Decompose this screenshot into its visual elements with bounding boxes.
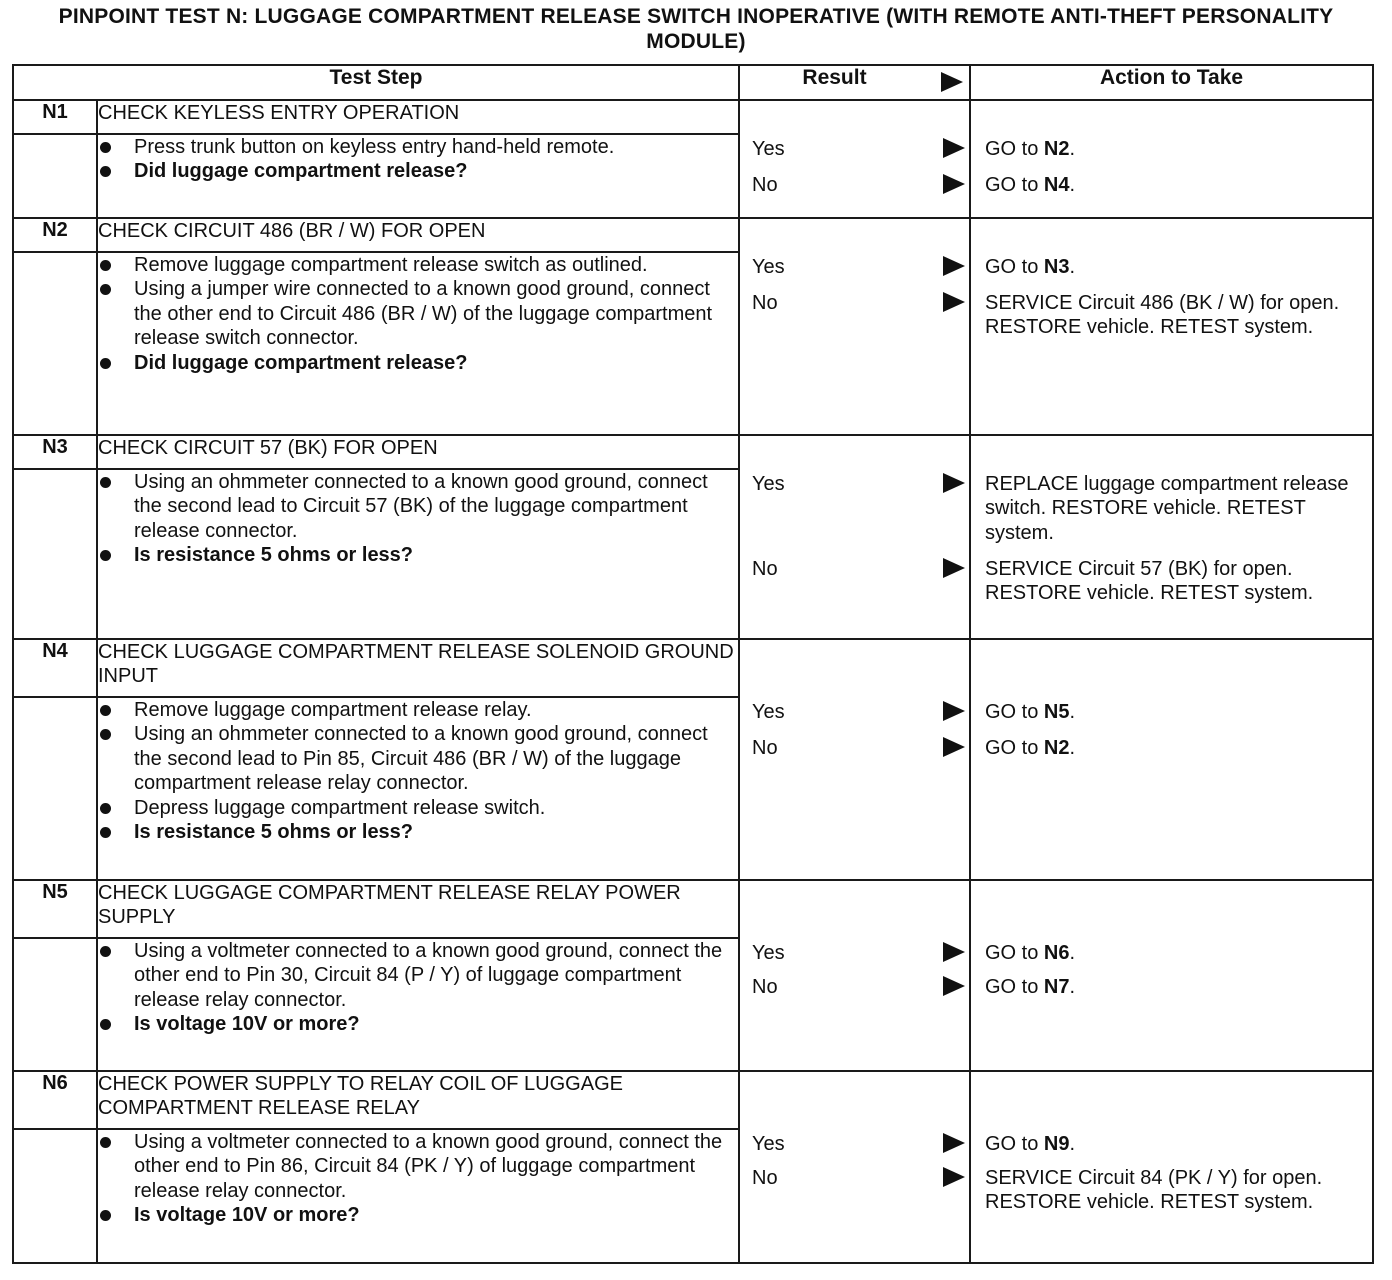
header-test-step: Test Step — [13, 65, 739, 100]
step-instructions — [97, 1129, 739, 1263]
instruction-list — [98, 1130, 738, 1228]
table-header-row — [13, 65, 1373, 100]
action-text — [985, 700, 1362, 724]
result-option — [752, 173, 965, 197]
arrow-right-icon — [943, 174, 965, 194]
step-id-spacer — [13, 1129, 97, 1263]
action-suffix: . — [1069, 701, 1076, 723]
action-prefix: GO to — [985, 256, 1044, 278]
instruction-list — [98, 470, 738, 568]
result-label: No — [752, 174, 778, 196]
action-suffix: . — [1069, 976, 1076, 998]
result-cell — [739, 639, 970, 880]
instruction-item: Using an ohmmeter connected to a known good ground, connect the second lead to Circuit 57 (BK) of the luggage compartment release connector. — [98, 470, 738, 543]
step-title: CHECK POWER SUPPLY TO RELAY COIL OF LUGGAGE COMPARTMENT RELEASE RELAY — [97, 1071, 739, 1129]
action-cell — [970, 218, 1373, 435]
action-target-step: N2 — [1043, 737, 1070, 759]
step-title-row — [13, 1071, 1373, 1129]
step-id: N4 — [13, 639, 97, 697]
result-option — [752, 557, 965, 581]
action-cell — [970, 100, 1373, 218]
result-option — [752, 255, 965, 279]
instruction-item: Depress luggage compartment release switch. — [98, 796, 738, 820]
result-option — [752, 1166, 965, 1190]
action-target-step: N7 — [1043, 976, 1070, 998]
result-label: Yes — [752, 701, 785, 723]
action-prefix: GO to — [985, 976, 1044, 998]
step-title-row — [13, 880, 1373, 938]
step-id-spacer — [13, 252, 97, 435]
action-suffix: . — [1069, 174, 1076, 196]
action-text — [985, 941, 1362, 965]
result-label: No — [752, 1167, 778, 1189]
step-id: N5 — [13, 880, 97, 938]
action-target-step: N6 — [1043, 942, 1070, 964]
step-title-row — [13, 435, 1373, 469]
step-title: CHECK LUGGAGE COMPARTMENT RELEASE SOLENOID GROUND INPUT — [97, 639, 739, 697]
arrow-right-icon — [943, 942, 965, 962]
action-suffix: . — [1069, 256, 1076, 278]
action-prefix: GO to — [985, 737, 1044, 759]
step-instructions — [97, 469, 739, 639]
result-option — [752, 941, 965, 965]
step-instructions — [97, 252, 739, 435]
instruction-list — [98, 253, 738, 375]
instruction-item: Press trunk button on keyless entry hand-held remote. — [98, 135, 738, 159]
action-target-step: N5 — [1043, 701, 1070, 723]
arrow-right-icon — [943, 473, 965, 493]
instruction-item: Using a voltmeter connected to a known good ground, connect the other end to Pin 86, Circuit 84 (PK / Y) of luggage compartment release relay connector. — [98, 1130, 738, 1203]
result-label: No — [752, 292, 778, 314]
step-instructions — [97, 697, 739, 880]
step-instructions — [97, 134, 739, 218]
result-option — [752, 700, 965, 724]
result-cell — [739, 880, 970, 1071]
action-text — [985, 1132, 1362, 1156]
action-text — [985, 255, 1362, 279]
action-text — [985, 1166, 1362, 1215]
step-title-row — [13, 218, 1373, 252]
action-prefix: GO to — [985, 138, 1044, 160]
action-text — [985, 975, 1362, 999]
action-prefix: SERVICE Circuit 84 (PK / Y) for open. RESTORE vehicle. RETEST system. — [985, 1167, 1323, 1214]
step-id-spacer — [13, 697, 97, 880]
step-title-row — [13, 639, 1373, 697]
arrow-right-icon — [943, 1167, 965, 1187]
action-target-step: N2 — [1043, 138, 1070, 160]
result-option — [752, 137, 965, 161]
result-label: No — [752, 558, 778, 580]
action-cell — [970, 1071, 1373, 1263]
action-prefix: GO to — [985, 174, 1044, 196]
action-cell — [970, 639, 1373, 880]
instruction-list — [98, 135, 738, 184]
step-id-spacer — [13, 938, 97, 1071]
instruction-item: Remove luggage compartment release switch as outlined. — [98, 253, 738, 277]
action-cell — [970, 880, 1373, 1071]
result-option — [752, 291, 965, 315]
instruction-item: Using an ohmmeter connected to a known good ground, connect the second lead to Pin 85, Circuit 486 (BR / W) of the luggage compartment release relay connector. — [98, 722, 738, 795]
action-text — [985, 137, 1362, 161]
arrow-right-icon — [943, 558, 965, 578]
result-label: Yes — [752, 473, 785, 495]
step-title: CHECK CIRCUIT 486 (BR / W) FOR OPEN — [97, 218, 739, 252]
action-target-step: N3 — [1043, 256, 1070, 278]
step-title-row — [13, 100, 1373, 134]
action-text — [985, 557, 1362, 606]
result-label: Yes — [752, 942, 785, 964]
result-cell — [739, 435, 970, 639]
result-cell — [739, 1071, 970, 1263]
action-suffix: . — [1069, 138, 1076, 160]
instruction-question: Is voltage 10V or more? — [98, 1203, 738, 1227]
action-prefix: SERVICE Circuit 486 (BK / W) for open. RESTORE vehicle. RETEST system. — [985, 292, 1340, 339]
instruction-item: Using a jumper wire connected to a known good ground, connect the other end to Circuit 486 (BR / W) of the luggage compartment release switch connector. — [98, 277, 738, 350]
action-prefix: GO to — [985, 1133, 1044, 1155]
result-label: No — [752, 976, 778, 998]
header-result — [739, 65, 970, 100]
arrow-right-icon — [943, 292, 965, 312]
arrow-right-icon — [943, 737, 965, 757]
action-text — [985, 472, 1362, 545]
arrow-right-icon — [941, 72, 963, 92]
result-option — [752, 1132, 965, 1156]
result-label: No — [752, 737, 778, 759]
action-target-step: N4 — [1043, 174, 1070, 196]
step-id-spacer — [13, 134, 97, 218]
page-title: PINPOINT TEST N: LUGGAGE COMPARTMENT RELEASE SWITCH INOPERATIVE (WITH REMOTE ANTI-THEFT PERSONALITY MODULE) — [58, 5, 1334, 53]
result-option — [752, 975, 965, 999]
arrow-right-icon — [943, 1133, 965, 1153]
step-id-spacer — [13, 469, 97, 639]
instruction-list — [98, 939, 738, 1037]
instruction-question: Did luggage compartment release? — [98, 351, 738, 375]
instruction-question: Is voltage 10V or more? — [98, 1012, 738, 1036]
result-option — [752, 472, 965, 496]
action-target-step: N9 — [1043, 1133, 1070, 1155]
action-text — [985, 173, 1362, 197]
step-title: CHECK LUGGAGE COMPARTMENT RELEASE RELAY POWER SUPPLY — [97, 880, 739, 938]
action-text — [985, 736, 1362, 760]
step-id: N6 — [13, 1071, 97, 1129]
action-suffix: . — [1069, 1133, 1076, 1155]
action-prefix: REPLACE luggage compartment release switch. RESTORE vehicle. RETEST system. — [985, 473, 1349, 544]
step-title: CHECK CIRCUIT 57 (BK) FOR OPEN — [97, 435, 739, 469]
result-label: Yes — [752, 256, 785, 278]
result-label: Yes — [752, 138, 785, 160]
action-suffix: . — [1069, 737, 1076, 759]
action-prefix: SERVICE Circuit 57 (BK) for open. RESTORE vehicle. RETEST system. — [985, 558, 1314, 605]
header-action: Action to Take — [970, 65, 1373, 100]
action-suffix: . — [1069, 942, 1076, 964]
instruction-item: Remove luggage compartment release relay. — [98, 698, 738, 722]
step-id: N3 — [13, 435, 97, 469]
result-label: Yes — [752, 1133, 785, 1155]
result-option — [752, 736, 965, 760]
step-id: N2 — [13, 218, 97, 252]
pinpoint-test-table — [12, 64, 1374, 1264]
action-cell — [970, 435, 1373, 639]
step-title: CHECK KEYLESS ENTRY OPERATION — [97, 100, 739, 134]
result-cell — [739, 100, 970, 218]
arrow-right-icon — [943, 701, 965, 721]
instruction-item: Using a voltmeter connected to a known good ground, connect the other end to Pin 30, Circuit 84 (P / Y) of luggage compartment release relay connector. — [98, 939, 738, 1012]
arrow-right-icon — [943, 256, 965, 276]
result-cell — [739, 218, 970, 435]
step-instructions — [97, 938, 739, 1071]
action-prefix: GO to — [985, 701, 1044, 723]
header-result-label: Result — [802, 66, 867, 89]
arrow-right-icon — [943, 138, 965, 158]
step-id: N1 — [13, 100, 97, 134]
action-prefix: GO to — [985, 942, 1044, 964]
arrow-right-icon — [943, 976, 965, 996]
instruction-list — [98, 698, 738, 844]
instruction-question: Did luggage compartment release? — [98, 159, 738, 183]
instruction-question: Is resistance 5 ohms or less? — [98, 543, 738, 567]
instruction-question: Is resistance 5 ohms or less? — [98, 820, 738, 844]
action-text — [985, 291, 1362, 340]
